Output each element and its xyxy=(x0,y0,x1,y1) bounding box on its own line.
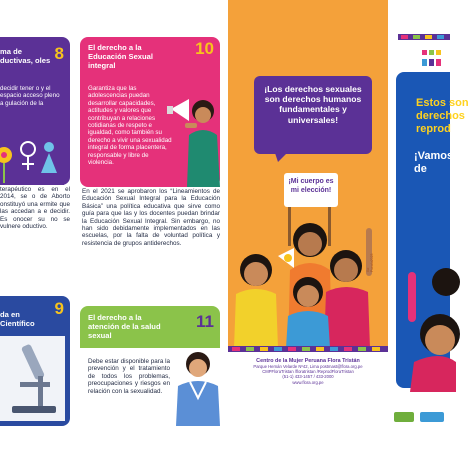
left-panel xyxy=(0,0,72,450)
illustration-credit: Ilu: Pucalu2023 xyxy=(366,253,374,272)
women-crowd-illustration-icon xyxy=(228,200,388,348)
organization-name: Centro de la Mujer Peruana Flora Tristán xyxy=(256,358,360,364)
middle-text-block: En el 2021 se aprobaron los “Lineamientos de Educación Sexual Integral para la Educación Básica” una política educativa que sirve como guía para que las y los docentes puedan brindar la Educación Sexual Integral. Sin embargo, no han sido debidamente implementados en las escuelas, por la falta de voluntad política y resistencia de grupos antiderechos. xyxy=(82,188,220,247)
cover-footer xyxy=(228,352,388,450)
card-8-number: 8 xyxy=(54,44,64,63)
card-11-number: 11 xyxy=(196,312,214,331)
speech-bubble xyxy=(254,76,372,154)
right-panel xyxy=(390,0,469,450)
card-9 xyxy=(0,296,70,426)
protest-sign xyxy=(284,173,338,207)
right-cover-card xyxy=(396,72,469,388)
microscope-icon xyxy=(0,336,65,421)
decorative-pattern-strip-right xyxy=(398,34,450,40)
card-8 xyxy=(0,37,70,185)
card-8-body: decidir tener o y el espacio acceso pleno a gulación de la xyxy=(0,85,60,107)
card-10-number: 10 xyxy=(195,39,214,58)
left-text-block: terapéutico es en el 2014, se o de Aborto onstituyó una ermite que las accedan a e decidir. Es onocer su no se vulnere oductivo. xyxy=(0,186,70,231)
campaign-logo-icon xyxy=(420,46,460,72)
right-cover-title: Estos son derechos reprod xyxy=(416,97,469,135)
card-11-body: Debe estar disponible para la prevención y el tratamiento de todos los problemas, preocupaciones y riesgos en relación con la sexualidad. xyxy=(88,358,170,395)
middle-panel xyxy=(80,0,225,450)
card-10-body: Garantiza que las adolescencias puedan desarrollar capacidades, actitudes y valores que contribuyan a relaciones cotidianas de respeto e igualdad, como también su derecho a vivir una sexualidad integral de forma placentera, responsable y libre de violencia. xyxy=(88,85,172,167)
card-11-title: El derecho a la atención de la salud sexual xyxy=(88,313,161,340)
bubble-tail-icon xyxy=(274,150,290,162)
speech-bubble-text: ¡Los derechos sexuales son derechos humanos fundamentales y universales! xyxy=(264,84,362,125)
partner-logos-icon xyxy=(390,408,450,426)
protest-sign-text: ¡Mi cuerpo es mi elección! xyxy=(288,178,334,194)
organization-phone: (51-1) 433-1457 / 433-2000 xyxy=(282,374,334,380)
card-9-number: 9 xyxy=(54,299,64,318)
organization-web: www.flora.org.pe xyxy=(292,379,324,385)
card-10-title: El derecho a la Educación Sexual integral xyxy=(88,43,153,70)
cover-panel xyxy=(228,0,388,450)
right-cover-subtitle: ¡Vamos y de xyxy=(414,150,463,175)
card-10 xyxy=(80,37,220,187)
organization-social: CMPFloraTristan /floratristan /ReprodFloraTristan xyxy=(262,369,354,375)
card-11 xyxy=(80,306,220,426)
women-illustration-right-icon xyxy=(400,262,456,392)
health-worker-illustration-icon xyxy=(168,342,220,426)
card-8-title: ma de ductivas, oles xyxy=(0,47,51,65)
card-9-title: da en Científico xyxy=(0,310,35,328)
organization-address: Parque Hernán Velarde Nº42, Lima postmast@flora.org.pe xyxy=(253,364,363,369)
girl-megaphone-illustration-icon xyxy=(165,77,220,187)
family-planning-illustration-icon xyxy=(0,133,64,185)
